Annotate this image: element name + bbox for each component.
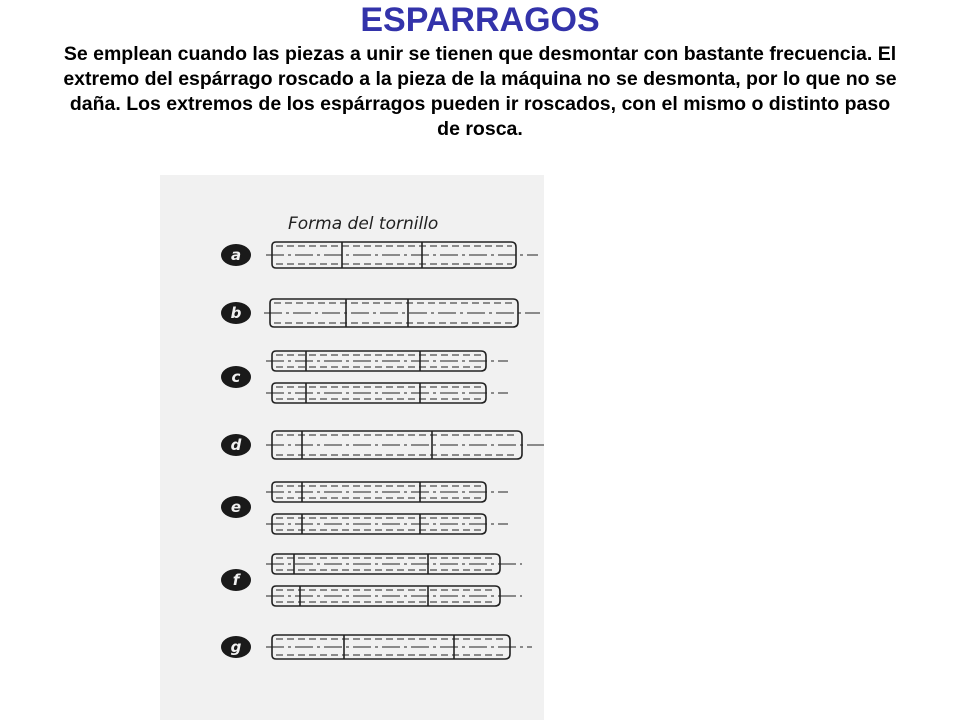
stud-drawing: [266, 514, 508, 534]
stud-drawing: [266, 635, 532, 659]
stud-drawing: [266, 351, 508, 371]
slide-description: Se emplean cuando las piezas a unir se tienen que desmontar con bastante frecuencia. El extremo del espárrago roscado a la pieza de la máquina no se desmonta, por lo que no se daña. Los extremos de los espárragos pueden ir roscados, con el mismo o distinto paso de rosca.: [63, 43, 897, 140]
stud-drawing: [266, 482, 508, 502]
stud-label: c: [231, 368, 241, 386]
stud-label: f: [232, 571, 240, 589]
stud-drawing: [266, 431, 544, 459]
stud-drawing: [266, 554, 522, 574]
stud-drawing: [264, 299, 540, 327]
stud-label: a: [230, 246, 242, 264]
stud-label: b: [230, 304, 242, 322]
stud-drawing: [266, 586, 522, 606]
stud-label: e: [230, 498, 242, 516]
stud-label: g: [230, 638, 242, 656]
stud-label: d: [230, 436, 242, 454]
figure-caption: Forma del tornillo: [288, 214, 439, 234]
stud-bolt-drawing: [160, 175, 544, 720]
slide-title: ESPARRAGOS: [360, 1, 600, 39]
stud-bolt-figure: [160, 175, 544, 720]
stud-drawing: [266, 383, 508, 403]
stud-drawing: [266, 242, 538, 268]
